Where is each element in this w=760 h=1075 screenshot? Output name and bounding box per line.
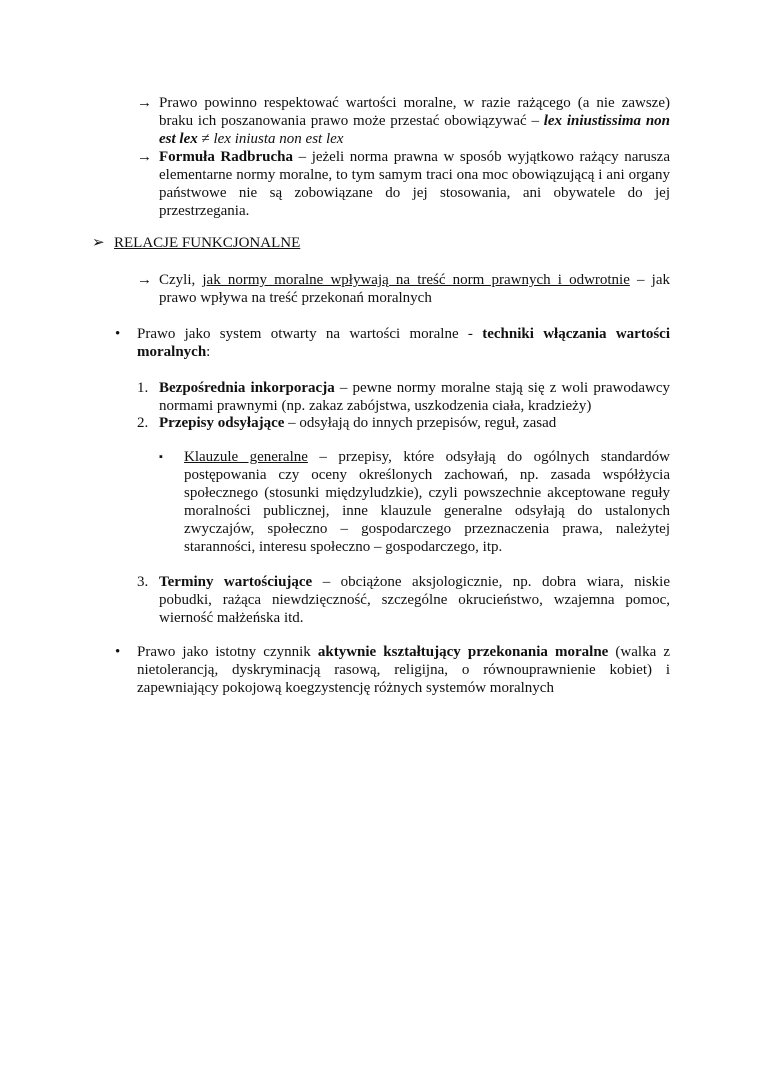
numbered-item-2 (137, 414, 670, 432)
bullet-text (137, 643, 670, 697)
numbered-item-1 (137, 379, 670, 415)
bullet2-text: Prawo jako istotny czynnik (137, 644, 318, 660)
numbered-item-3 (137, 573, 670, 627)
lex-italic: lex iniusta non est lex (213, 131, 344, 147)
bullet-item-open-system (115, 325, 670, 361)
arrow-item-text (159, 94, 670, 148)
arrowhead-bullet-icon: ➢ (92, 235, 105, 251)
radbruch-text: – jeżeli norma prawna w sposób wyjątkowo rażący narusza elementarne normy moralne, to tym samym traci ona moc obowiązującą i ani organy państwowe nie są zobowiązane do jej stosowania, ani obywatele do jej przestrzegania. (159, 149, 671, 219)
section-heading-text: RELACJE FUNKCJONALNE (114, 235, 301, 251)
arrow-item-text (159, 148, 670, 220)
square-bullet-text (184, 448, 670, 556)
lex-not-equal: ≠ (197, 131, 214, 147)
section-heading (92, 234, 672, 252)
bullet-text (137, 325, 670, 361)
bullet2-bold: aktywnie kształtujący przekonania moralne (317, 644, 609, 660)
lex-bold-italic: lex iniustissima non est lex (159, 113, 670, 147)
arrow-item-radbruch (137, 148, 670, 220)
bullet-item-active-factor (115, 643, 670, 697)
clauses-underlined: Klauzule generalne (184, 449, 308, 465)
num1-text: – pewne normy moralne stają się z woli prawodawcy normami prawnymi (np. zakaz zabójstwa, uszkodzenia ciała, kradzieży) (159, 380, 670, 414)
num3-text: – obciążone aksjologicznie, np. dobra wiara, niskie pobudki, rażąca niewdzięczność, szczególne okrucieństwo, wzajemna pomoc, wierność małżeńska itd. (159, 574, 671, 626)
numbered-text (159, 573, 670, 627)
relation-lead: Czyli, (159, 272, 203, 288)
square-bullet-icon: ▪ (159, 451, 163, 463)
square-bullet-item (159, 448, 670, 556)
lex-text-a: Prawo powinno respektować wartości moralne, w razie rażącego (a nie zawsze) braku ich poszanowania prawo może przestać obowiązywać – (159, 95, 670, 129)
arrow-item-relations (137, 271, 670, 307)
arrow-icon: → (137, 95, 152, 111)
relation-underlined: jak normy moralne wpływają na treść norm prawnych i odwrotnie (202, 272, 630, 288)
arrow-icon: → (137, 149, 152, 165)
bullet-icon: • (115, 644, 121, 660)
num2-bold: Przepisy odsyłające (159, 415, 285, 431)
num3-bold: Terminy wartościujące (159, 574, 313, 590)
num1-bold: Bezpośrednia inkorporacja (159, 380, 335, 396)
bullet2-rest: (walka z nietolerancją, dyskryminacją rasową, religijna, o równouprawnienie kobiet) i zapewniający pokojową koegzystencję różnych systemów moralnych (137, 644, 670, 696)
clauses-text: – przepisy, które odsyłają do ogólnych standardów postępowania czy oceny określonych zachowań, np. zasada współżycia społecznego (stosunki międzyludzkie), czyli powszechnie akceptowane reguły moralności publicznej, inne klauzule generalne odsyłają do ustalonych zwyczajów, społeczno – gospodarczego przeznaczenia prawa, należytej staranności, interesu społeczno – gospodarczego, itp. (184, 449, 671, 555)
numbered-text (159, 414, 670, 432)
number-label: 1. (137, 380, 149, 396)
number-label: 2. (137, 415, 149, 431)
number-label: 3. (137, 574, 149, 590)
numbered-text (159, 379, 670, 415)
bullet-icon: • (115, 326, 121, 342)
arrow-item-lex (137, 94, 670, 148)
bullet1-end: : (206, 344, 211, 360)
relation-rest: – jak prawo wpływa na treść przekonań moralnych (159, 272, 670, 306)
arrow-icon: → (137, 272, 152, 288)
radbruch-bold: Formuła Radbrucha (159, 149, 293, 165)
num2-text: – odsyłają do innych przepisów, reguł, zasad (284, 415, 557, 431)
arrow-item-text (159, 271, 670, 307)
bullet1-text: Prawo jako system otwarty na wartości moralne - (137, 326, 483, 342)
bullet1-bold: techniki włączania wartości moralnych (137, 326, 670, 360)
